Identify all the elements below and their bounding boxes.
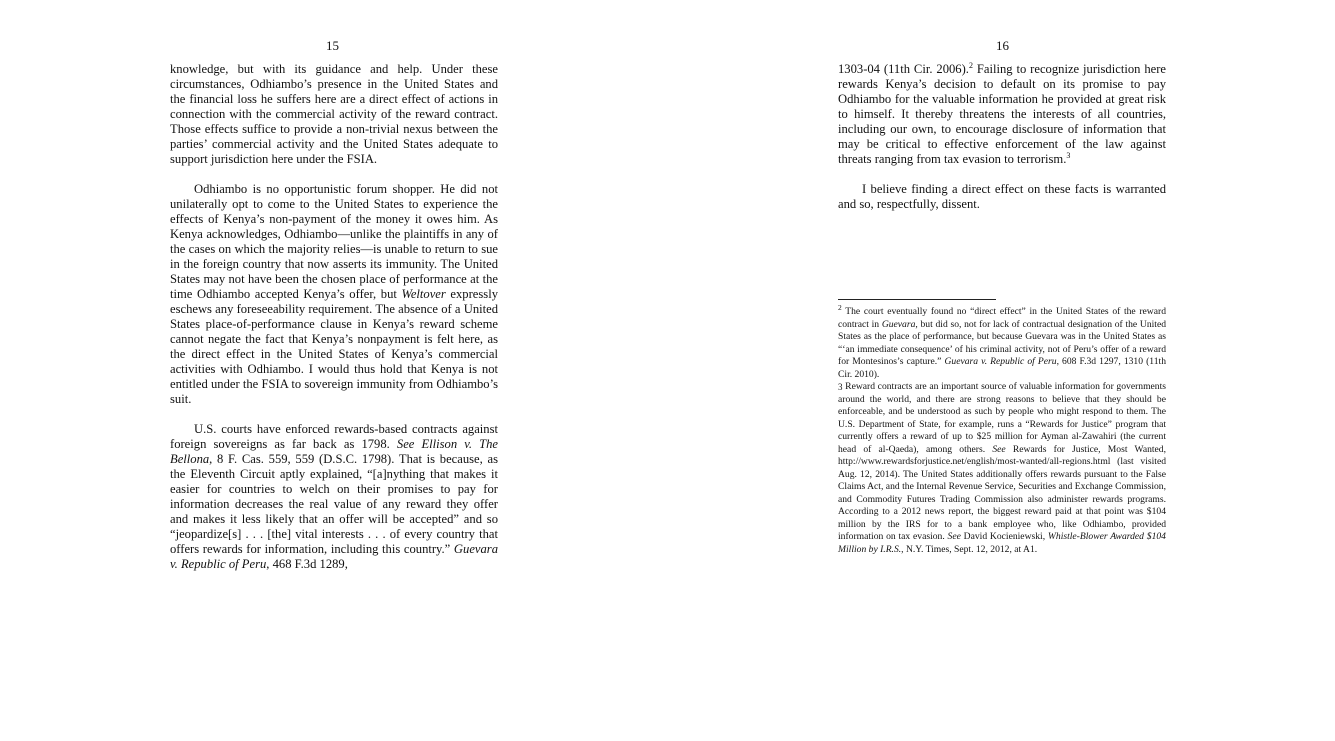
footnote-separator (838, 299, 996, 300)
text-run: expressly eschews any foreseeability requirement. The absence of a United States place-of-performance clause in Kenya’s reward scheme cannot negate the fact that Kenya’s nonpayment is felt here, as the direct effect in the United States of Kenya’s commercial activities with Odhiambo. I would thus hold that Kenya is not entitled under the FSIA to sovereign immunity from Odhiambo’s suit. (170, 287, 498, 406)
text-run: U.S. courts have enforced rewards-based contracts against foreign sovereigns as far back as 1798. (170, 422, 498, 451)
text-run: , but did so, not for lack of contractual designation of the United States as the place of performance, but because Guevara was in the United States as “‘an immediate consequence’ of his criminal activity, not of Peru’s offer of a reward for Montesinos’s capture.” (838, 318, 1166, 367)
text-run: The court eventually found no “direct effect” in the United States of the reward contract in (838, 306, 1166, 330)
case-citation-italic: See Ellison v. The Bellona (170, 437, 498, 466)
text-run: Rewards for Justice, Most Wanted, http://www.rewardsforjustice.net/english/most-wanted/all-regions.html (last visited Aug. 12, 2014). The United States additionally offers rewards pursuant to the False Claims Act, and the Internal Revenue Service, Securities and Exchange Commission, and Commodity Futures Trading Commission also administer rewards programs. According to a 2012 news report, the biggest reward paid at that point was $104 million by the IRS for to a bank employee who, like Odhiambo, provided information on tax evasion. (838, 443, 1166, 542)
signal-italic: See (992, 443, 1006, 455)
case-citation-italic: Guevara (881, 318, 916, 330)
page-number: 16 (996, 38, 1009, 53)
footnote-mark: 2 (838, 302, 842, 312)
text-run: , 608 F.3d 1297, 1310 (11th Cir. 2010). (838, 356, 1166, 380)
signal-italic: See (947, 531, 961, 542)
case-citation-italic: Guevara v. Republic of Peru (170, 542, 498, 571)
case-citation-italic: Weltover (401, 287, 446, 301)
article-title-italic: Whistle-Blower Awarded $104 Million by I.R.S. (838, 531, 1166, 555)
left-page (0, 0, 667, 741)
right-page-body (838, 62, 1166, 212)
paragraph (838, 62, 1166, 167)
footnotes (838, 302, 1166, 556)
paragraph (170, 182, 498, 407)
text-run: Failing to recognize jurisdiction here rewards Kenya’s decision to default on its promise to pay Odhiambo for the valuable information he provided at great risk to himself. It thereby threatens the interests of all countries, including our own, to encourage disclosure of information that may be critical to effective enforcement of the law against threats ranging from tax evasion to terrorism. (838, 62, 1166, 166)
footnote-mark: 3 (838, 382, 843, 392)
paragraph: I believe finding a direct effect on these facts is warranted and so, respectfully, dissent. (838, 182, 1166, 211)
text-run: , N.Y. Times, Sept. 12, 2012, at A1. (901, 543, 1038, 555)
text-run: , 468 F.3d 1289, (266, 557, 348, 571)
page-number: 15 (326, 38, 339, 53)
footnote-reference: 2 (968, 60, 973, 70)
left-page-body (170, 62, 498, 572)
text-run: Reward contracts are an important source of valuable information for governments around the world, and there are strong reasons to believe that they should be enforceable, and be understood as such by people who might respond to them. The U.S. Department of State, for example, runs a “Rewards for Justice” program that currently offers a reward of up to $25 million for Ayman al-Zawahiri (the current head of al-Qaeda), among others. (838, 381, 1166, 455)
footnote (838, 302, 1166, 381)
text-run: David Kocieniewski, (960, 531, 1048, 542)
footnote (838, 381, 1166, 556)
footnote-reference: 3 (1066, 150, 1071, 160)
text-run: Odhiambo is no opportunistic forum shopper. He did not unilaterally opt to come to the United States to experience the effects of Kenya’s non-payment of the money it owes him. As Kenya acknowledges, Odhiambo—unlike the plaintiffs in any of the cases on which the majority relies—is unable to return to sue in the foreign country that now asserts its immunity. The United States may not have been the chosen place of performance at the time Odhiambo accepted Kenya’s offer, but (170, 182, 498, 301)
paragraph: knowledge, but with its guidance and help. Under these circumstances, Odhiambo’s presence in the United States and the financial loss he suffers here are a direct effect of actions in connection with the commercial activity of the reward contract. Those effects suffice to provide a non-trivial nexus between the parties’ commercial activity and the United States adequate to support jurisdiction here under the FSIA. (170, 62, 498, 166)
text-run: 1303-04 (11th Cir. 2006). (838, 62, 969, 76)
paragraph (170, 422, 498, 572)
right-page (667, 0, 1335, 741)
text-run: , 8 F. Cas. 559, 559 (D.S.C. 1798). That is because, as the Eleventh Circuit aptly explained, “[a]nything that makes it easier for countries to welch on their promises to pay for information decreases the real value of any reward they offer and makes it less likely that an offer will be accepted” and so “jeopardize[s] . . . [the] vital interests . . . of every country that offers rewards for information, including this country.” (170, 452, 498, 556)
case-citation-italic: Guevara v. Republic of Peru (944, 356, 1057, 367)
